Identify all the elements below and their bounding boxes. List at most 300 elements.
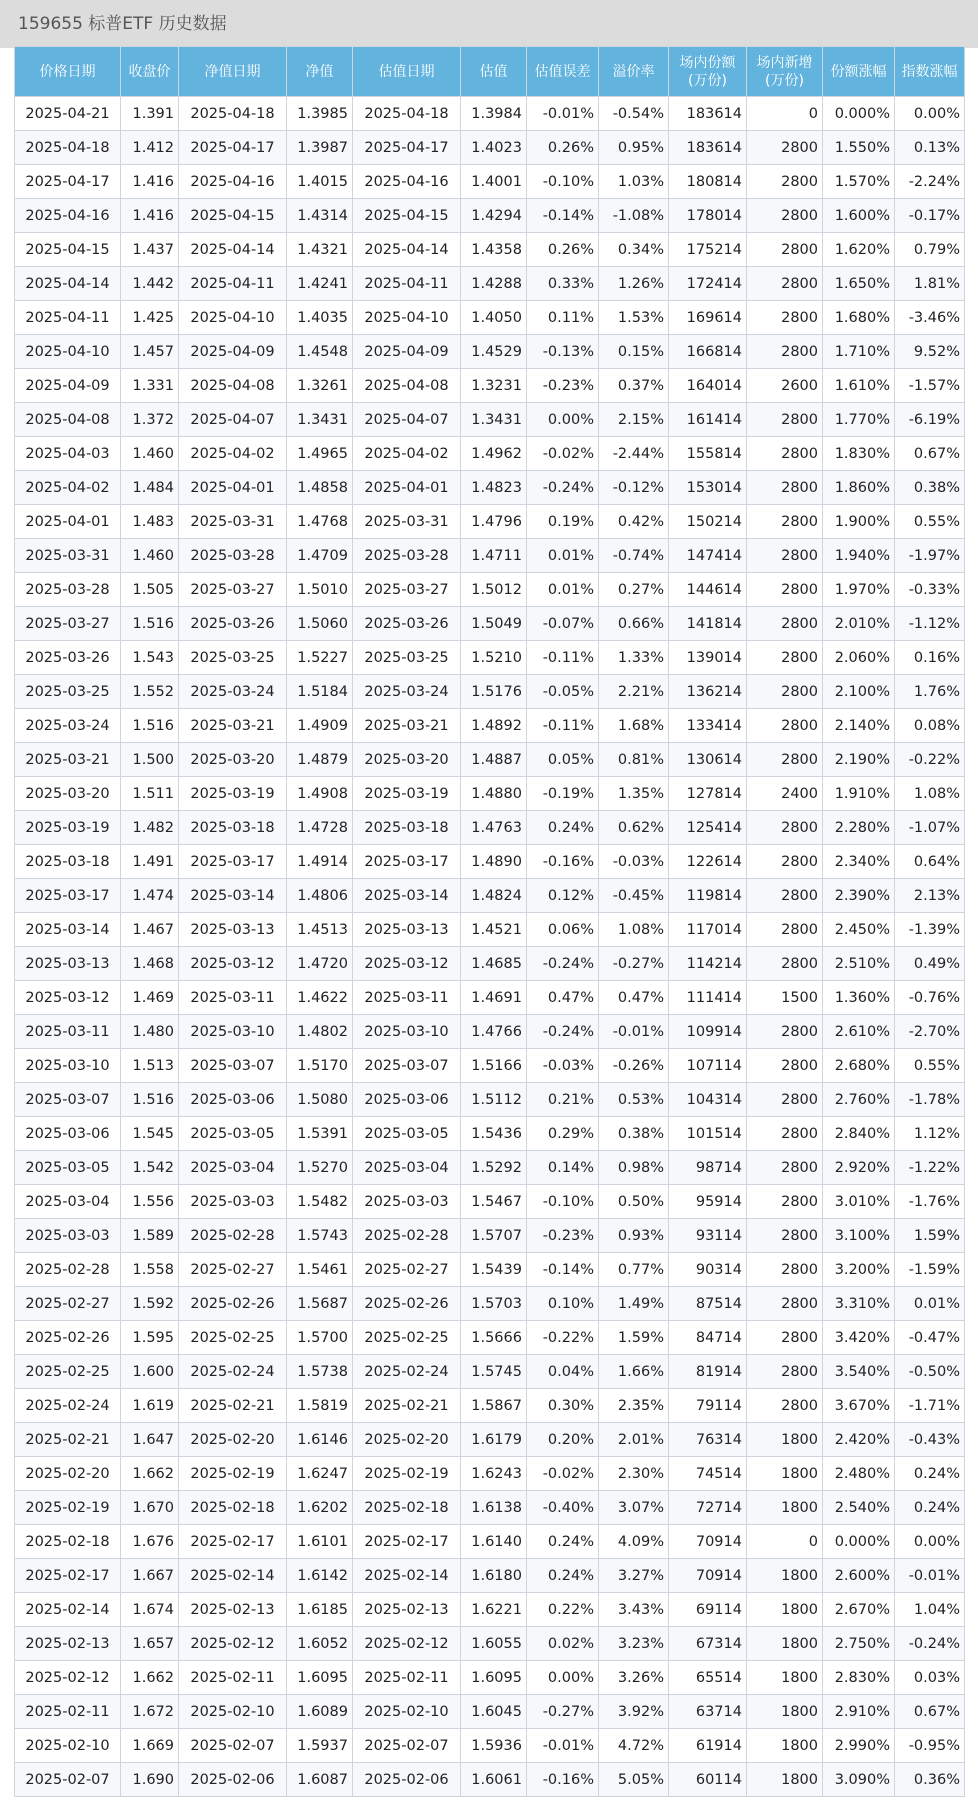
cell-price-date: 2025-02-14 (15, 1593, 121, 1627)
cell-share-change: 1.860% (823, 471, 895, 505)
column-header-index-change[interactable]: 指数涨幅 (895, 47, 965, 97)
cell-onsite-shares: 70914 (669, 1525, 747, 1559)
cell-close-price: 1.500 (121, 743, 179, 777)
cell-price-date: 2025-02-25 (15, 1355, 121, 1389)
cell-onsite-new: 2400 (747, 777, 823, 811)
cell-nav: 1.5461 (287, 1253, 353, 1287)
cell-nav-date: 2025-02-06 (179, 1763, 287, 1797)
cell-nav-date: 2025-02-07 (179, 1729, 287, 1763)
cell-onsite-new: 2800 (747, 879, 823, 913)
cell-share-change: 2.910% (823, 1695, 895, 1729)
cell-estimate-date: 2025-02-07 (353, 1729, 461, 1763)
cell-share-change: 1.970% (823, 573, 895, 607)
cell-price-date: 2025-04-11 (15, 301, 121, 335)
cell-close-price: 1.600 (121, 1355, 179, 1389)
cell-nav: 1.5738 (287, 1355, 353, 1389)
cell-premium-rate: 0.98% (599, 1151, 669, 1185)
cell-share-change: 2.840% (823, 1117, 895, 1151)
table-row (15, 1559, 965, 1593)
cell-premium-rate: 1.26% (599, 267, 669, 301)
cell-estimate-error: 0.20% (527, 1423, 599, 1457)
cell-onsite-new: 1800 (747, 1491, 823, 1525)
cell-onsite-shares: 183614 (669, 97, 747, 131)
cell-premium-rate: 2.15% (599, 403, 669, 437)
table-row (15, 845, 965, 879)
cell-price-date: 2025-03-13 (15, 947, 121, 981)
cell-share-change: 2.600% (823, 1559, 895, 1593)
cell-onsite-new: 2800 (747, 199, 823, 233)
cell-close-price: 1.442 (121, 267, 179, 301)
cell-index-change: -3.46% (895, 301, 965, 335)
cell-onsite-shares: 133414 (669, 709, 747, 743)
cell-onsite-shares: 76314 (669, 1423, 747, 1457)
cell-nav-date: 2025-03-04 (179, 1151, 287, 1185)
cell-index-change: -1.59% (895, 1253, 965, 1287)
cell-estimate-error: 0.26% (527, 131, 599, 165)
cell-premium-rate: 0.62% (599, 811, 669, 845)
cell-nav: 1.4879 (287, 743, 353, 777)
cell-estimate-error: -0.14% (527, 199, 599, 233)
cell-index-change: -0.76% (895, 981, 965, 1015)
cell-nav-date: 2025-02-21 (179, 1389, 287, 1423)
cell-onsite-new: 1800 (747, 1695, 823, 1729)
cell-estimate-date: 2025-02-13 (353, 1593, 461, 1627)
cell-premium-rate: 0.38% (599, 1117, 669, 1151)
cell-close-price: 1.558 (121, 1253, 179, 1287)
cell-estimate-error: 0.01% (527, 539, 599, 573)
cell-share-change: 2.830% (823, 1661, 895, 1695)
cell-price-date: 2025-03-06 (15, 1117, 121, 1151)
cell-estimate: 1.4050 (461, 301, 527, 335)
cell-price-date: 2025-02-12 (15, 1661, 121, 1695)
cell-price-date: 2025-04-09 (15, 369, 121, 403)
cell-index-change: 0.00% (895, 1525, 965, 1559)
cell-estimate-error: -0.01% (527, 1729, 599, 1763)
cell-price-date: 2025-02-10 (15, 1729, 121, 1763)
cell-close-price: 1.460 (121, 437, 179, 471)
table-row (15, 165, 965, 199)
table-row (15, 1491, 965, 1525)
cell-estimate-error: -0.23% (527, 1219, 599, 1253)
table-row (15, 131, 965, 165)
cell-nav-date: 2025-03-25 (179, 641, 287, 675)
cell-close-price: 1.556 (121, 1185, 179, 1219)
cell-nav-date: 2025-03-31 (179, 505, 287, 539)
cell-estimate: 1.5745 (461, 1355, 527, 1389)
cell-estimate-date: 2025-04-10 (353, 301, 461, 335)
cell-nav-date: 2025-02-27 (179, 1253, 287, 1287)
cell-estimate: 1.4001 (461, 165, 527, 199)
cell-share-change: 3.010% (823, 1185, 895, 1219)
cell-premium-rate: 1.03% (599, 165, 669, 199)
cell-price-date: 2025-03-26 (15, 641, 121, 675)
cell-estimate-date: 2025-02-10 (353, 1695, 461, 1729)
cell-share-change: 0.000% (823, 97, 895, 131)
cell-price-date: 2025-02-19 (15, 1491, 121, 1525)
table-row (15, 1763, 965, 1797)
cell-nav: 1.6185 (287, 1593, 353, 1627)
cell-share-change: 2.990% (823, 1729, 895, 1763)
cell-estimate-error: -0.13% (527, 335, 599, 369)
cell-close-price: 1.669 (121, 1729, 179, 1763)
cell-onsite-new: 1800 (747, 1423, 823, 1457)
cell-estimate: 1.5166 (461, 1049, 527, 1083)
cell-estimate-error: 0.22% (527, 1593, 599, 1627)
cell-share-change: 2.670% (823, 1593, 895, 1627)
cell-onsite-new: 2800 (747, 811, 823, 845)
cell-nav: 1.5170 (287, 1049, 353, 1083)
cell-onsite-shares: 164014 (669, 369, 747, 403)
cell-onsite-shares: 101514 (669, 1117, 747, 1151)
cell-nav: 1.4806 (287, 879, 353, 913)
cell-onsite-shares: 109914 (669, 1015, 747, 1049)
cell-close-price: 1.674 (121, 1593, 179, 1627)
cell-nav-date: 2025-02-17 (179, 1525, 287, 1559)
cell-estimate-error: 0.10% (527, 1287, 599, 1321)
cell-nav: 1.4858 (287, 471, 353, 505)
cell-estimate-date: 2025-03-10 (353, 1015, 461, 1049)
cell-onsite-new: 2800 (747, 1355, 823, 1389)
cell-share-change: 1.770% (823, 403, 895, 437)
cell-estimate-error: 0.12% (527, 879, 599, 913)
cell-estimate: 1.4691 (461, 981, 527, 1015)
cell-premium-rate: 0.37% (599, 369, 669, 403)
cell-onsite-new: 2800 (747, 913, 823, 947)
column-header-onsite-new[interactable]: 场内新增 (万份) (747, 47, 823, 97)
cell-index-change: 1.12% (895, 1117, 965, 1151)
table-row (15, 811, 965, 845)
cell-estimate-date: 2025-03-05 (353, 1117, 461, 1151)
cell-onsite-new: 2800 (747, 1287, 823, 1321)
cell-nav: 1.5482 (287, 1185, 353, 1219)
cell-index-change: 0.55% (895, 1049, 965, 1083)
history-table (14, 46, 965, 1797)
cell-nav: 1.6146 (287, 1423, 353, 1457)
cell-share-change: 1.620% (823, 233, 895, 267)
cell-onsite-new: 2800 (747, 947, 823, 981)
cell-estimate-error: 0.14% (527, 1151, 599, 1185)
cell-premium-rate: 1.66% (599, 1355, 669, 1389)
cell-index-change: -0.22% (895, 743, 965, 777)
cell-estimate-error: -0.27% (527, 1695, 599, 1729)
cell-close-price: 1.657 (121, 1627, 179, 1661)
cell-index-change: -1.39% (895, 913, 965, 947)
column-header-estimate[interactable]: 估值 (461, 47, 527, 97)
cell-close-price: 1.457 (121, 335, 179, 369)
cell-price-date: 2025-02-28 (15, 1253, 121, 1287)
cell-onsite-shares: 172414 (669, 267, 747, 301)
cell-onsite-new: 2800 (747, 1253, 823, 1287)
cell-premium-rate: 0.42% (599, 505, 669, 539)
cell-estimate: 1.6243 (461, 1457, 527, 1491)
table-row (15, 301, 965, 335)
cell-onsite-shares: 79114 (669, 1389, 747, 1423)
cell-nav: 1.6101 (287, 1525, 353, 1559)
table-row (15, 947, 965, 981)
table-row (15, 1593, 965, 1627)
cell-nav-date: 2025-03-18 (179, 811, 287, 845)
cell-onsite-shares: 122614 (669, 845, 747, 879)
cell-estimate-error: 0.29% (527, 1117, 599, 1151)
cell-share-change: 2.140% (823, 709, 895, 743)
column-header-premium-rate[interactable]: 溢价率 (599, 47, 669, 97)
cell-onsite-shares: 114214 (669, 947, 747, 981)
cell-share-change: 1.650% (823, 267, 895, 301)
cell-nav: 1.4802 (287, 1015, 353, 1049)
cell-price-date: 2025-03-04 (15, 1185, 121, 1219)
cell-estimate: 1.5467 (461, 1185, 527, 1219)
column-header-price-date[interactable]: 价格日期 (15, 47, 121, 97)
table-row (15, 709, 965, 743)
cell-estimate: 1.6045 (461, 1695, 527, 1729)
cell-price-date: 2025-04-18 (15, 131, 121, 165)
cell-share-change: 2.680% (823, 1049, 895, 1083)
cell-onsite-new: 0 (747, 97, 823, 131)
cell-estimate-error: -0.03% (527, 1049, 599, 1083)
cell-estimate-date: 2025-02-12 (353, 1627, 461, 1661)
cell-estimate-date: 2025-03-06 (353, 1083, 461, 1117)
cell-estimate-error: 0.06% (527, 913, 599, 947)
cell-estimate-date: 2025-03-24 (353, 675, 461, 709)
cell-close-price: 1.543 (121, 641, 179, 675)
cell-estimate-date: 2025-02-27 (353, 1253, 461, 1287)
cell-estimate-error: 0.00% (527, 1661, 599, 1695)
cell-onsite-new: 1800 (747, 1593, 823, 1627)
cell-estimate: 1.6180 (461, 1559, 527, 1593)
cell-nav-date: 2025-02-25 (179, 1321, 287, 1355)
column-header-nav[interactable]: 净值 (287, 47, 353, 97)
cell-price-date: 2025-03-05 (15, 1151, 121, 1185)
cell-onsite-new: 2800 (747, 165, 823, 199)
cell-nav: 1.5184 (287, 675, 353, 709)
cell-premium-rate: 1.68% (599, 709, 669, 743)
cell-close-price: 1.372 (121, 403, 179, 437)
cell-premium-rate: 1.49% (599, 1287, 669, 1321)
cell-onsite-shares: 130614 (669, 743, 747, 777)
cell-onsite-new: 2800 (747, 437, 823, 471)
cell-index-change: 0.24% (895, 1457, 965, 1491)
cell-nav-date: 2025-02-19 (179, 1457, 287, 1491)
cell-share-change: 3.090% (823, 1763, 895, 1797)
cell-estimate-error: -0.22% (527, 1321, 599, 1355)
cell-nav: 1.6052 (287, 1627, 353, 1661)
cell-premium-rate: 3.43% (599, 1593, 669, 1627)
cell-nav-date: 2025-03-10 (179, 1015, 287, 1049)
cell-close-price: 1.416 (121, 199, 179, 233)
cell-estimate-date: 2025-02-25 (353, 1321, 461, 1355)
cell-share-change: 2.540% (823, 1491, 895, 1525)
cell-estimate: 1.4823 (461, 471, 527, 505)
cell-close-price: 1.670 (121, 1491, 179, 1525)
cell-close-price: 1.690 (121, 1763, 179, 1797)
cell-estimate-error: 0.01% (527, 573, 599, 607)
column-header-close-price[interactable]: 收盘价 (121, 47, 179, 97)
cell-estimate-date: 2025-03-27 (353, 573, 461, 607)
cell-premium-rate: 1.35% (599, 777, 669, 811)
cell-share-change: 2.190% (823, 743, 895, 777)
cell-price-date: 2025-03-14 (15, 913, 121, 947)
table-row (15, 505, 965, 539)
column-header-nav-date[interactable]: 净值日期 (179, 47, 287, 97)
cell-premium-rate: 0.81% (599, 743, 669, 777)
cell-onsite-new: 2800 (747, 505, 823, 539)
cell-estimate: 1.4358 (461, 233, 527, 267)
cell-estimate-error: -0.11% (527, 709, 599, 743)
cell-close-price: 1.513 (121, 1049, 179, 1083)
cell-share-change: 2.610% (823, 1015, 895, 1049)
cell-estimate-date: 2025-02-28 (353, 1219, 461, 1253)
cell-share-change: 1.910% (823, 777, 895, 811)
cell-index-change: 0.36% (895, 1763, 965, 1797)
cell-nav-date: 2025-04-10 (179, 301, 287, 335)
cell-index-change: 0.24% (895, 1491, 965, 1525)
cell-onsite-shares: 178014 (669, 199, 747, 233)
cell-price-date: 2025-04-03 (15, 437, 121, 471)
table-row (15, 267, 965, 301)
cell-estimate-date: 2025-02-19 (353, 1457, 461, 1491)
cell-index-change: -1.71% (895, 1389, 965, 1423)
cell-nav: 1.4015 (287, 165, 353, 199)
cell-onsite-new: 2800 (747, 1219, 823, 1253)
table-row (15, 1661, 965, 1695)
cell-estimate-date: 2025-03-14 (353, 879, 461, 913)
cell-premium-rate: 2.01% (599, 1423, 669, 1457)
cell-estimate-date: 2025-02-06 (353, 1763, 461, 1797)
cell-close-price: 1.552 (121, 675, 179, 709)
cell-close-price: 1.484 (121, 471, 179, 505)
cell-nav-date: 2025-04-01 (179, 471, 287, 505)
cell-price-date: 2025-03-20 (15, 777, 121, 811)
cell-premium-rate: 2.35% (599, 1389, 669, 1423)
cell-estimate-error: -0.23% (527, 369, 599, 403)
column-header-share-change[interactable]: 份额涨幅 (823, 47, 895, 97)
cell-estimate-date: 2025-04-11 (353, 267, 461, 301)
table-row (15, 1015, 965, 1049)
cell-estimate: 1.4824 (461, 879, 527, 913)
cell-share-change: 2.450% (823, 913, 895, 947)
cell-estimate-date: 2025-03-31 (353, 505, 461, 539)
column-header-estimate-error[interactable]: 估值误差 (527, 47, 599, 97)
cell-share-change: 2.060% (823, 641, 895, 675)
cell-close-price: 1.468 (121, 947, 179, 981)
table-row (15, 1321, 965, 1355)
cell-nav: 1.4720 (287, 947, 353, 981)
cell-premium-rate: 3.23% (599, 1627, 669, 1661)
cell-estimate-date: 2025-03-12 (353, 947, 461, 981)
cell-onsite-new: 2800 (747, 675, 823, 709)
cell-estimate: 1.4023 (461, 131, 527, 165)
table-row (15, 1185, 965, 1219)
cell-price-date: 2025-04-08 (15, 403, 121, 437)
cell-nav-date: 2025-03-28 (179, 539, 287, 573)
table-row (15, 981, 965, 1015)
table-row (15, 199, 965, 233)
cell-nav-date: 2025-03-03 (179, 1185, 287, 1219)
cell-nav-date: 2025-02-10 (179, 1695, 287, 1729)
cell-index-change: 0.79% (895, 233, 965, 267)
cell-nav: 1.6202 (287, 1491, 353, 1525)
cell-estimate: 1.4880 (461, 777, 527, 811)
column-header-estimate-date[interactable]: 估值日期 (353, 47, 461, 97)
cell-estimate: 1.5292 (461, 1151, 527, 1185)
table-row (15, 1457, 965, 1491)
cell-premium-rate: 0.15% (599, 335, 669, 369)
cell-index-change: 1.59% (895, 1219, 965, 1253)
cell-estimate-date: 2025-04-07 (353, 403, 461, 437)
cell-index-change: 0.49% (895, 947, 965, 981)
cell-estimate: 1.5436 (461, 1117, 527, 1151)
cell-nav-date: 2025-02-26 (179, 1287, 287, 1321)
cell-close-price: 1.391 (121, 97, 179, 131)
cell-price-date: 2025-03-25 (15, 675, 121, 709)
cell-nav: 1.6087 (287, 1763, 353, 1797)
cell-estimate-error: -0.05% (527, 675, 599, 709)
cell-index-change: -2.70% (895, 1015, 965, 1049)
cell-estimate-error: -0.10% (527, 1185, 599, 1219)
cell-estimate-error: 0.11% (527, 301, 599, 335)
cell-onsite-new: 2800 (747, 1049, 823, 1083)
cell-index-change: 0.13% (895, 131, 965, 165)
cell-nav: 1.5227 (287, 641, 353, 675)
cell-estimate-date: 2025-03-20 (353, 743, 461, 777)
cell-onsite-shares: 153014 (669, 471, 747, 505)
cell-onsite-shares: 107114 (669, 1049, 747, 1083)
cell-premium-rate: 3.92% (599, 1695, 669, 1729)
cell-share-change: 2.750% (823, 1627, 895, 1661)
cell-price-date: 2025-03-10 (15, 1049, 121, 1083)
cell-onsite-new: 1800 (747, 1627, 823, 1661)
cell-index-change: -1.07% (895, 811, 965, 845)
cell-nav: 1.4622 (287, 981, 353, 1015)
cell-estimate-date: 2025-02-18 (353, 1491, 461, 1525)
cell-share-change: 1.600% (823, 199, 895, 233)
cell-onsite-shares: 144614 (669, 573, 747, 607)
cell-estimate-date: 2025-02-21 (353, 1389, 461, 1423)
cell-nav-date: 2025-04-07 (179, 403, 287, 437)
cell-estimate: 1.4711 (461, 539, 527, 573)
cell-premium-rate: -0.01% (599, 1015, 669, 1049)
table-row (15, 913, 965, 947)
cell-onsite-new: 2800 (747, 233, 823, 267)
cell-estimate-error: -0.24% (527, 947, 599, 981)
table-header-row (15, 47, 965, 97)
cell-onsite-shares: 61914 (669, 1729, 747, 1763)
column-header-onsite-shares[interactable]: 场内份额 (万份) (669, 47, 747, 97)
cell-nav-date: 2025-04-11 (179, 267, 287, 301)
cell-close-price: 1.425 (121, 301, 179, 335)
cell-onsite-shares: 111414 (669, 981, 747, 1015)
cell-close-price: 1.469 (121, 981, 179, 1015)
cell-premium-rate: -0.03% (599, 845, 669, 879)
cell-estimate-error: 0.21% (527, 1083, 599, 1117)
cell-share-change: 3.670% (823, 1389, 895, 1423)
cell-price-date: 2025-03-03 (15, 1219, 121, 1253)
cell-share-change: 1.710% (823, 335, 895, 369)
cell-share-change: 1.900% (823, 505, 895, 539)
table-row (15, 1389, 965, 1423)
table-row (15, 1729, 965, 1763)
table-row (15, 1083, 965, 1117)
cell-nav-date: 2025-03-12 (179, 947, 287, 981)
cell-onsite-shares: 63714 (669, 1695, 747, 1729)
cell-index-change: 1.76% (895, 675, 965, 709)
cell-onsite-new: 2800 (747, 335, 823, 369)
cell-onsite-new: 2800 (747, 641, 823, 675)
cell-nav: 1.4241 (287, 267, 353, 301)
cell-nav: 1.4548 (287, 335, 353, 369)
cell-price-date: 2025-02-18 (15, 1525, 121, 1559)
table-row (15, 879, 965, 913)
